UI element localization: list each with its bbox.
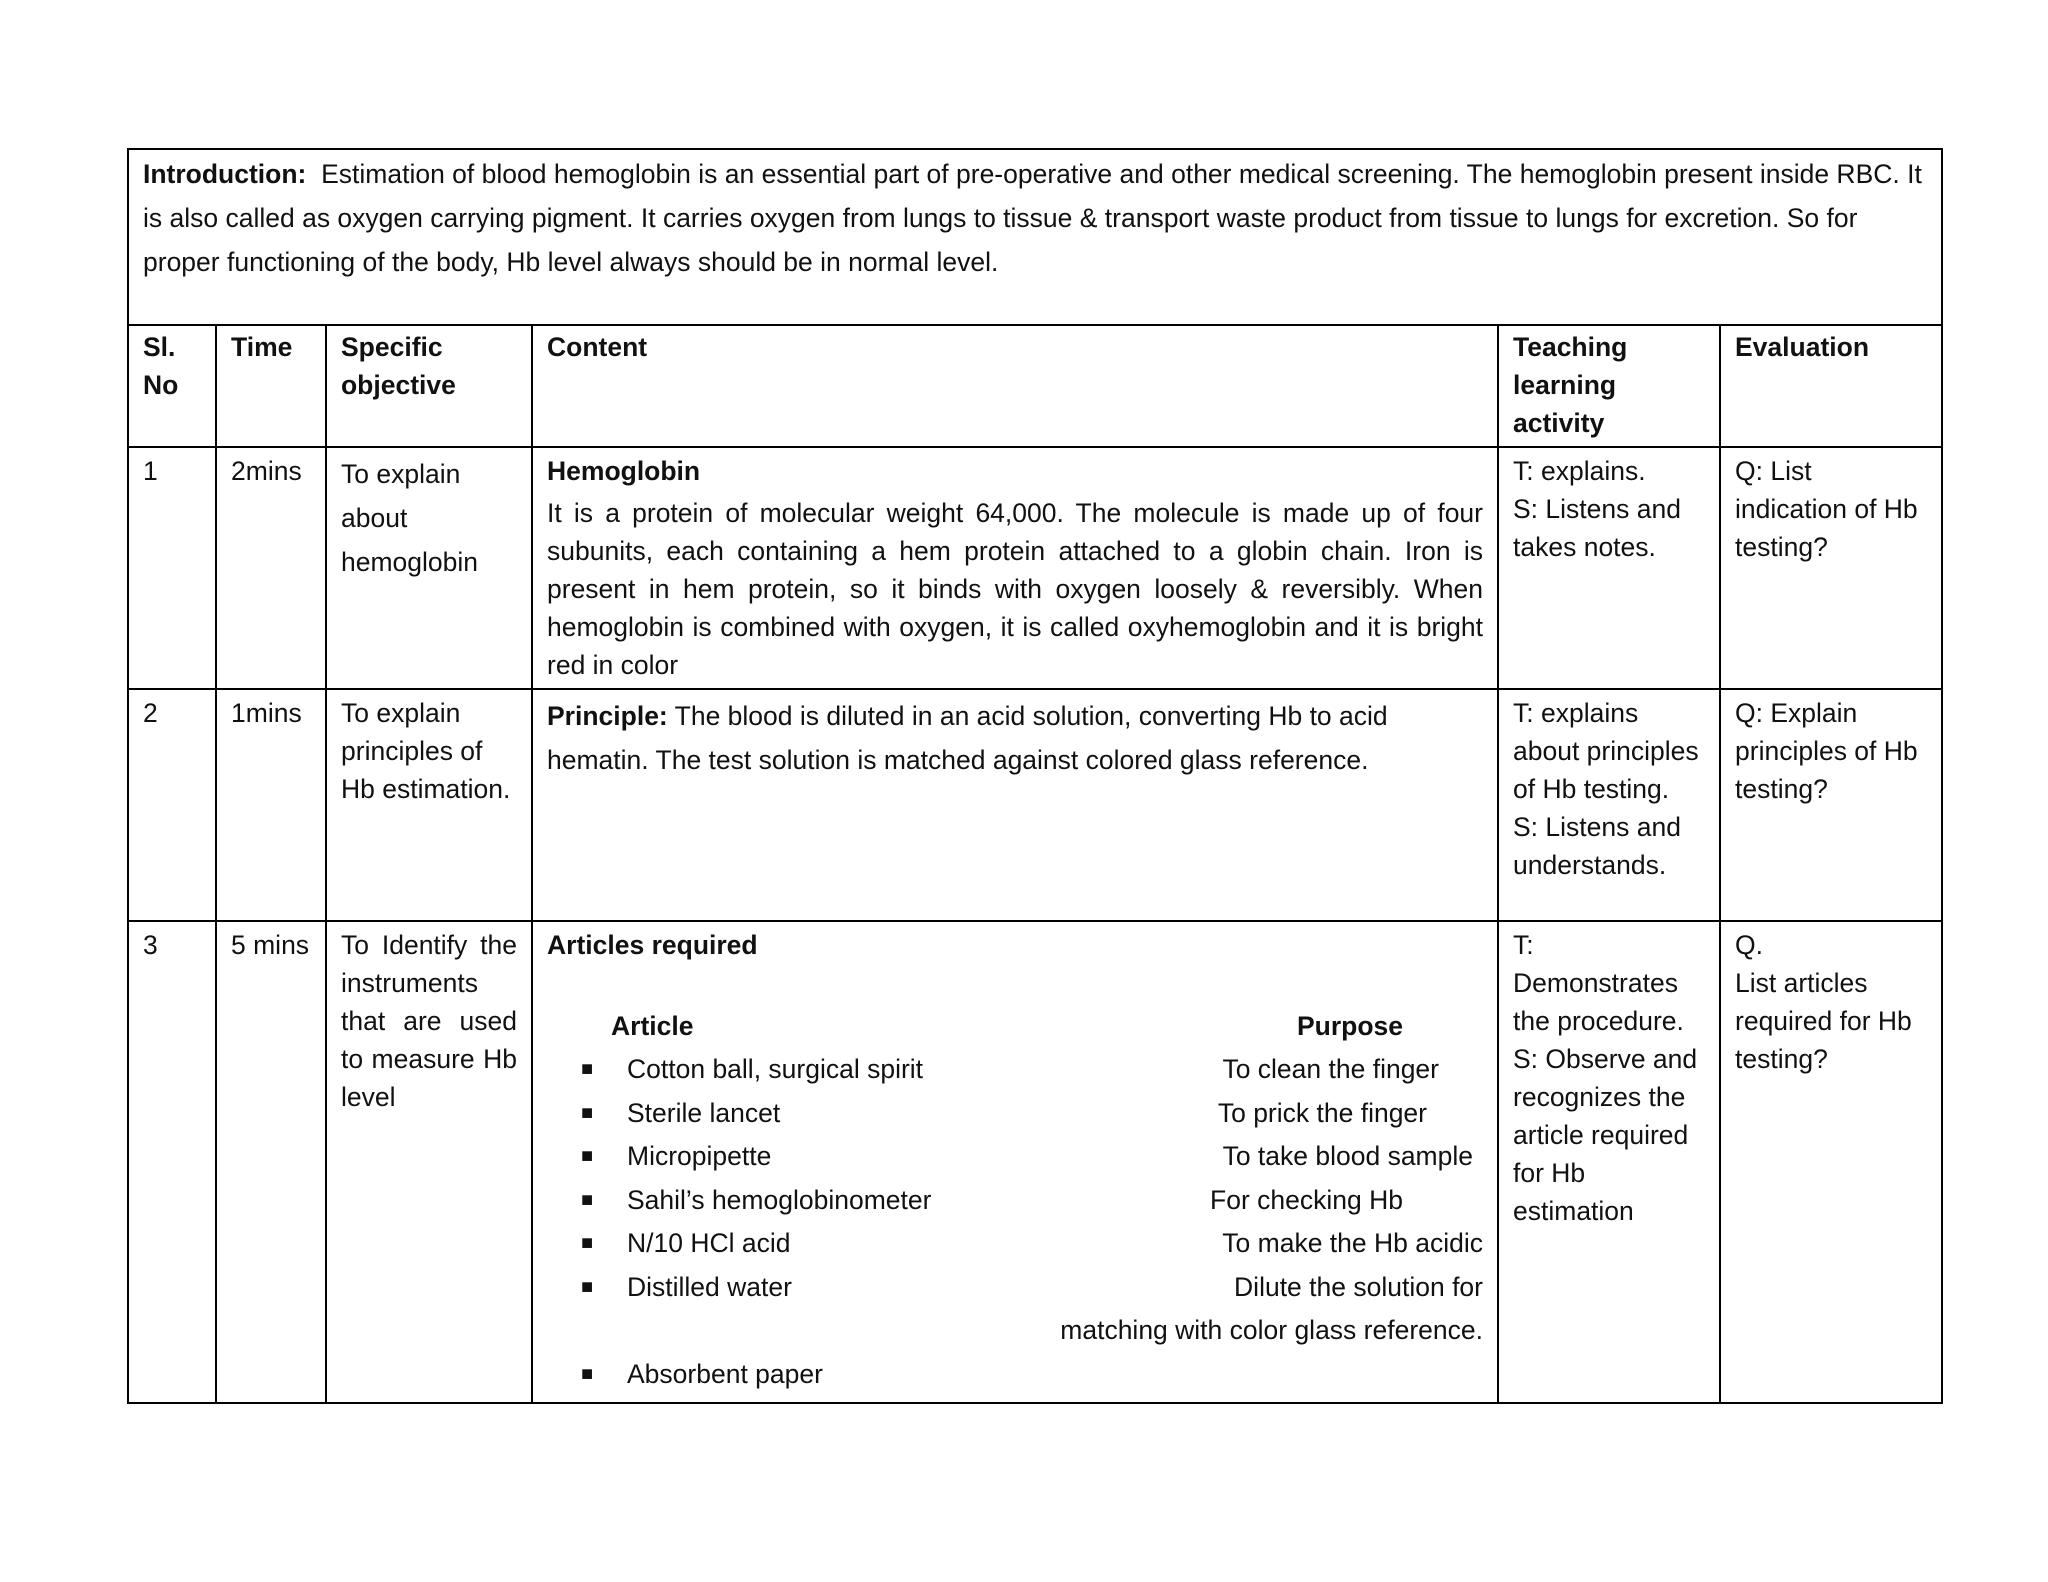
bullet-icon: ■ [581, 1101, 594, 1124]
article-purpose: To clean the finger [1222, 1054, 1439, 1084]
row3-activity-student: S: Observe and recognizes the article required for Hb estimation [1513, 1044, 1698, 1226]
row2-objective: To explain principles of Hb estimation. [326, 689, 532, 921]
row2-content-text: The blood is diluted in an acid solution, converting Hb to acid hematin. The test solution is matched against colored glass reference. [547, 701, 1388, 775]
row3-evaluation [1720, 921, 1942, 1403]
list-item [547, 1353, 1483, 1397]
intro-cell [128, 149, 1942, 325]
row1-activity-student: S: Listens and takes notes. [1513, 494, 1681, 562]
bullet-icon: ■ [581, 1232, 594, 1254]
row2-activity-teacher: T: explains about principles of Hb testing. [1513, 698, 1699, 804]
list-item [547, 1222, 1483, 1266]
row1-sl: 1 [128, 447, 216, 689]
row3-evaluation-text: List articles required for Hb testing? [1735, 968, 1912, 1074]
bullet-icon: ■ [581, 1058, 594, 1080]
row2-activity-student: S: Listens and understands. [1513, 812, 1681, 880]
row1-content-text: It is a protein of molecular weight 64,000. The molecule is made up of four subunits, each containing a hem protein attached to a globin chain. Iron is present in hem protein, so it binds with oxygen loosely & reversibly. When hemoglobin is combined with oxygen, it is called oxyhemoglobin and it is bright red in color [547, 498, 1483, 680]
row2-evaluation: Q: Explain principles of Hb testing? [1720, 689, 1942, 921]
header-content: Content [532, 325, 1498, 447]
intro-label: Introduction: [143, 159, 307, 189]
bullet-icon: ■ [581, 1275, 594, 1298]
article-column-header: Article [611, 1011, 694, 1041]
table-row [128, 689, 1942, 921]
row1-evaluation: Q: List indication of Hb testing? [1720, 447, 1942, 689]
intro-row [128, 149, 1942, 325]
article-name: N/10 HCl acid [627, 1228, 791, 1258]
row1-content-title: Hemoglobin [547, 456, 701, 486]
table-row [128, 447, 1942, 689]
list-item [547, 1048, 1483, 1092]
row1-content [532, 447, 1498, 689]
row2-sl: 2 [128, 689, 216, 921]
article-name: Distilled water [627, 1271, 792, 1302]
article-purpose: To make the Hb acidic [1222, 1228, 1483, 1258]
row3-activity-teacher: T: Demonstrates the procedure. [1513, 930, 1684, 1036]
row3-sl: 3 [128, 921, 216, 1403]
list-item [547, 1092, 1483, 1136]
purpose-column-header: Purpose [1296, 1011, 1403, 1041]
row2-activity [1498, 689, 1720, 921]
list-item [547, 1266, 1483, 1310]
bullet-icon: ■ [581, 1145, 594, 1167]
list-item [547, 1179, 1483, 1223]
header-sl-no: Sl. No [128, 325, 216, 447]
lesson-plan-table [127, 148, 1943, 1404]
row3-content-title: Articles required [547, 930, 758, 960]
bullet-icon: ■ [581, 1188, 594, 1211]
row2-content [532, 689, 1498, 921]
purpose-continuation: matching with color glass reference. [1060, 1315, 1483, 1345]
article-purpose: For checking Hb [1210, 1184, 1403, 1215]
article-purpose: Dilute the solution for [1234, 1271, 1483, 1302]
row1-objective: To explain about hemoglobin [326, 447, 532, 689]
article-name: Cotton ball, surgical spirit [627, 1054, 924, 1084]
row1-time: 2mins [216, 447, 326, 689]
article-purpose: To take blood sample [1222, 1141, 1473, 1171]
article-name: Absorbent paper [627, 1358, 823, 1389]
list-item [547, 1135, 1483, 1179]
row3-objective: To Identify the instruments that are used to measure Hb level [326, 921, 532, 1403]
header-time: Time [216, 325, 326, 447]
row2-content-label: Principle: [547, 701, 668, 731]
article-name: Micropipette [627, 1141, 772, 1171]
articles-header [547, 1004, 1483, 1048]
article-purpose: To prick the finger [1217, 1097, 1427, 1128]
header-row [128, 325, 1942, 447]
row3-evaluation-q: Q. [1735, 930, 1763, 960]
table-row [128, 921, 1942, 1403]
row1-activity [1498, 447, 1720, 689]
article-name: Sterile lancet [627, 1097, 781, 1128]
articles-list [547, 1004, 1483, 1396]
article-name: Sahil’s hemoglobinometer [627, 1184, 932, 1215]
row3-content [532, 921, 1498, 1403]
header-evaluation: Evaluation [1720, 325, 1942, 447]
row1-activity-teacher: T: explains. [1513, 456, 1646, 486]
row2-time: 1mins [216, 689, 326, 921]
header-activity: Teaching learning activity [1498, 325, 1720, 447]
bullet-icon: ■ [581, 1362, 594, 1385]
row3-activity [1498, 921, 1720, 1403]
row3-time: 5 mins [216, 921, 326, 1403]
intro-text: Estimation of blood hemoglobin is an essential part of pre-operative and other medical screening. The hemoglobin present inside RBC. It is also called as oxygen carrying pigment. It carries oxygen from lungs to tissue & transport waste product from tissue to lungs for excretion. So for proper functioning of the body, Hb level always should be in normal level. [143, 159, 1922, 277]
header-objective: Specific objective [326, 325, 532, 447]
